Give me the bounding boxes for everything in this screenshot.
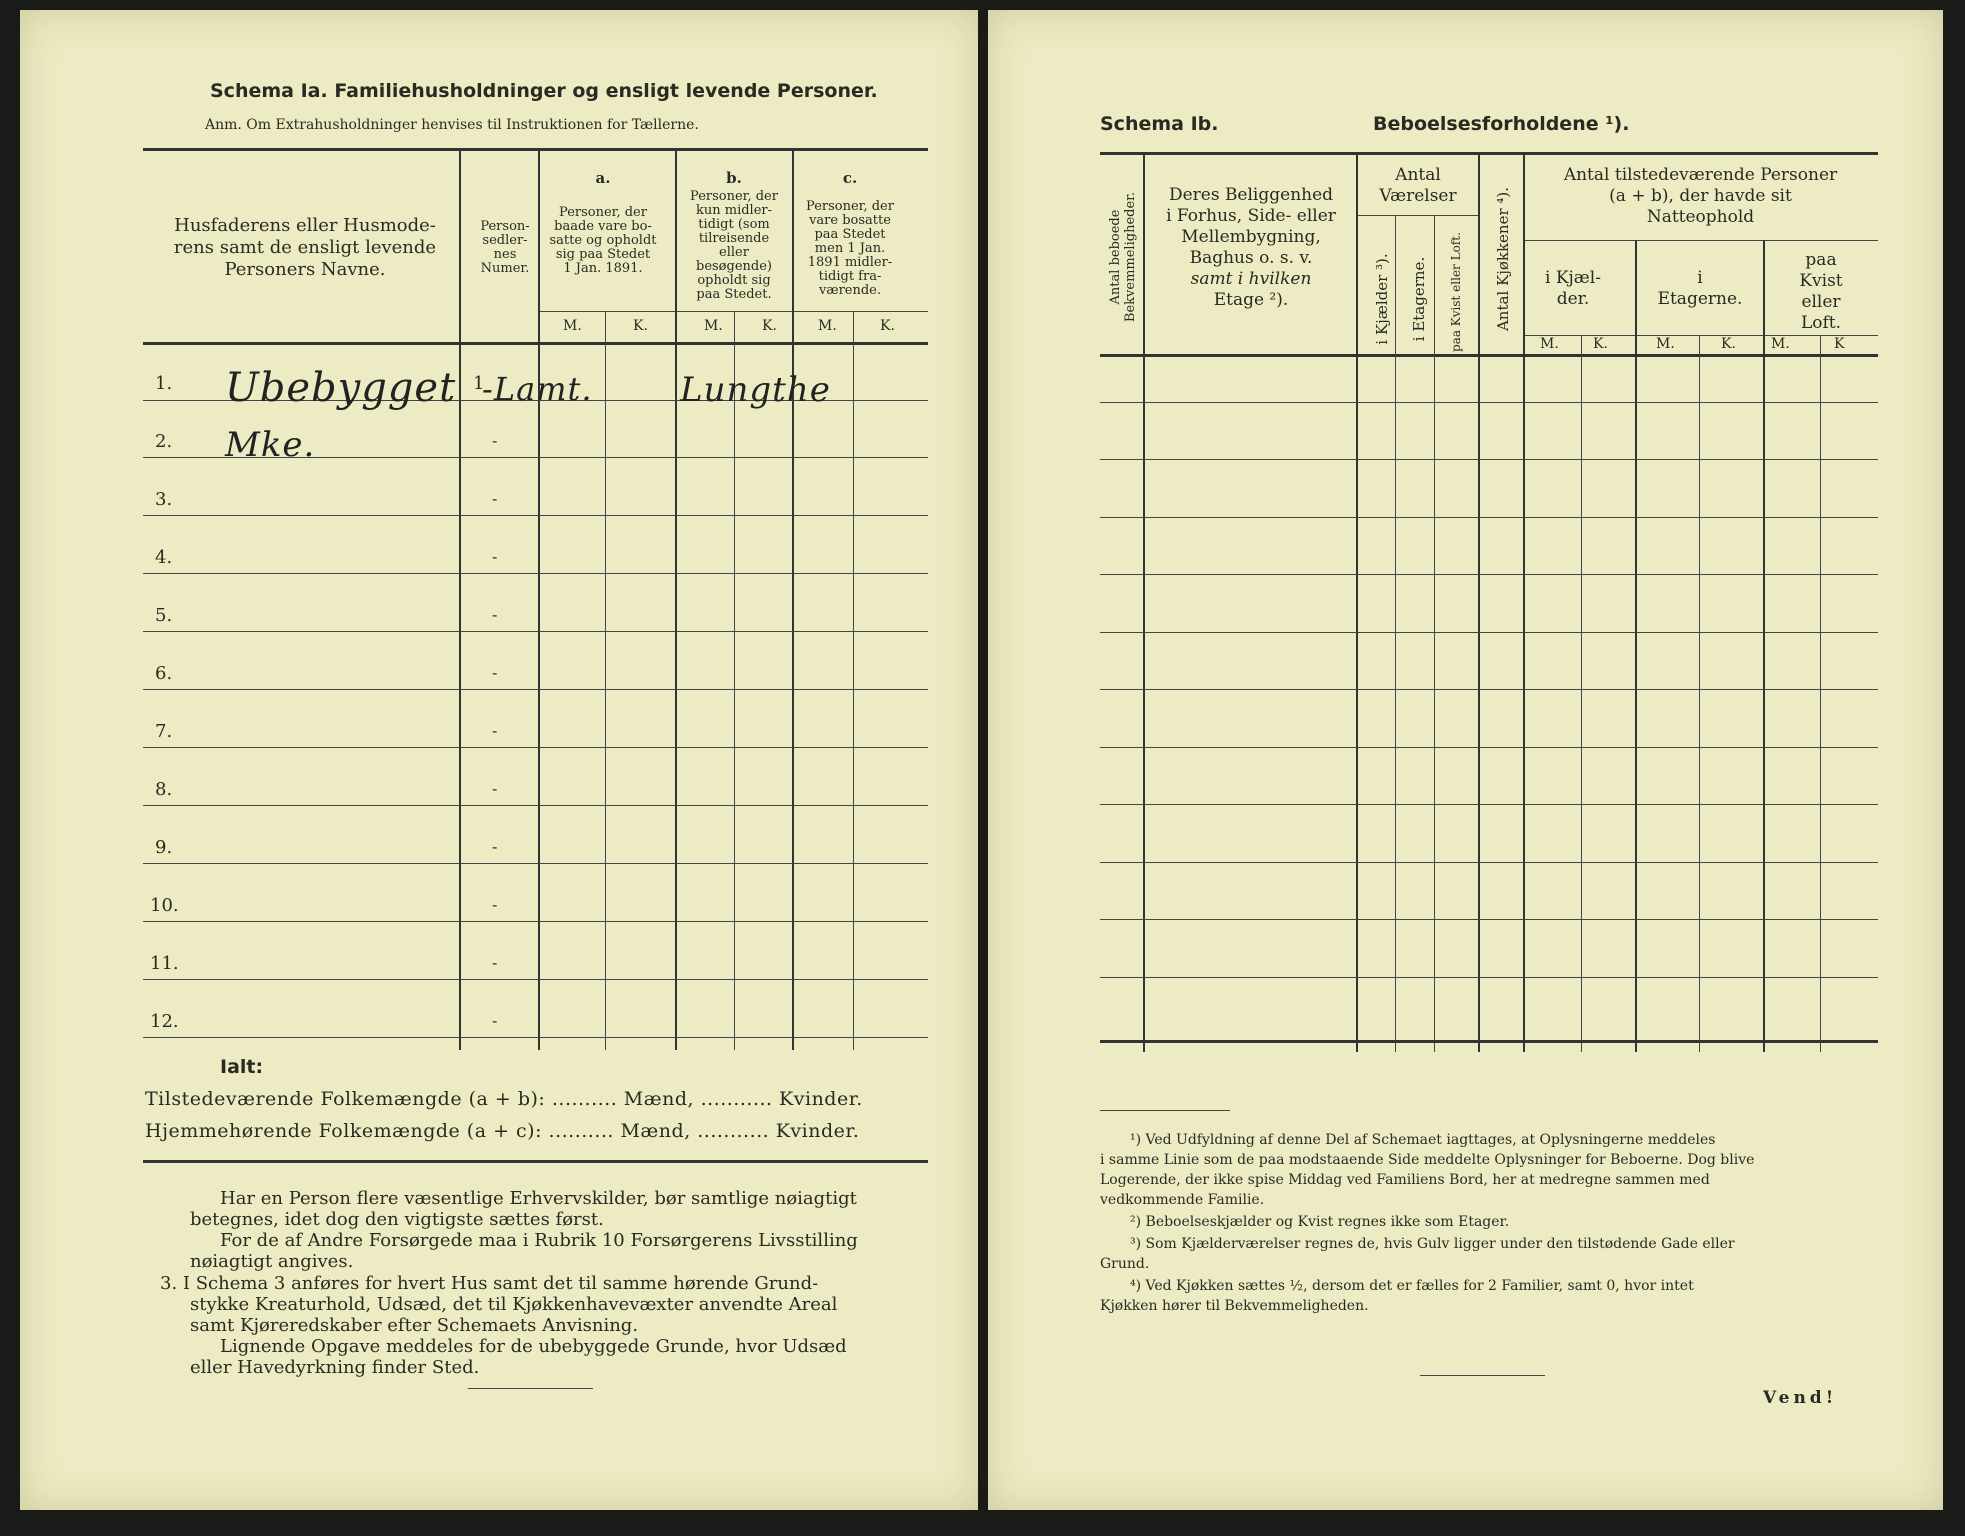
row-number: 10. — [150, 895, 179, 916]
row-dash: - — [492, 953, 498, 972]
header-person-number: Person- sedler- nes Numer. — [480, 219, 530, 276]
vline-6 — [1523, 152, 1525, 1052]
table-bottom-rule — [1100, 1040, 1878, 1043]
row-number: 5. — [155, 605, 173, 626]
header-col-c: Personer, der vare bosatte paa Stedet men 1 Jan. 1891 midler- tidigt fra- værende. — [806, 199, 894, 298]
footnote-4b: Kjøkken hører til Bekvemmeligheden. — [1100, 1298, 1369, 1314]
vline-1 — [1143, 152, 1145, 1052]
end-rule — [468, 1388, 593, 1389]
row-dash: - — [492, 547, 498, 566]
vline-4 — [1434, 215, 1435, 1052]
row-rule — [143, 863, 928, 864]
row-rule — [1100, 689, 1878, 690]
mk-et-k: K. — [1721, 336, 1736, 352]
row-number: 7. — [155, 721, 173, 742]
header-etagerne: i Etagerne. — [1410, 256, 1428, 342]
mk-kv-m: M. — [1771, 336, 1790, 352]
mk-b-k: K. — [762, 318, 777, 334]
row-rule — [1100, 402, 1878, 403]
instruction-2: betegnes, idet dog den vigtigste sættes først. — [190, 1209, 604, 1230]
header-vaerelser: Antal Værelser — [1379, 165, 1457, 206]
header-names: Husfaderens eller Husmode- rens samt de ensligt levende Personers Navne. — [173, 215, 437, 280]
left-page — [20, 10, 978, 1510]
row-dash: - — [492, 1011, 498, 1030]
header-bottom-rule — [1100, 354, 1878, 357]
row-rule — [1100, 919, 1878, 920]
ialt-label: Ialt: — [220, 1056, 264, 1078]
pers-sub-rule — [1523, 240, 1878, 241]
footnote-4a: ⁴) Ved Kjøkken sættes ½, dersom det er fælles for 2 Familier, samt 0, hvor intet — [1130, 1278, 1694, 1294]
vend-label: Vend! — [1763, 1388, 1838, 1408]
header-a-letter: a. — [595, 169, 611, 187]
instruction-9: eller Havedyrkning finder Sted. — [190, 1357, 480, 1378]
header-kvist: paa Kvist eller Loft. — [1449, 232, 1463, 352]
row-rule — [1100, 517, 1878, 518]
header-beliggenhed: Deres Beliggenhed i Forhus, Side- eller Mellembygning, Baghus o. s. v. samt i hvilken Etage ²). — [1166, 185, 1336, 310]
mk-kj-m: M. — [1540, 336, 1559, 352]
handwritten-number: -Lamt. — [482, 370, 593, 408]
header-i-kjaelder: i Kjæl- der. — [1545, 268, 1601, 309]
row-dash: - — [492, 431, 498, 450]
vline-8 — [1635, 240, 1637, 1052]
row-rule — [1100, 977, 1878, 978]
row-number: 8. — [155, 779, 173, 800]
vline-2 — [538, 150, 540, 1050]
row-number: 6. — [155, 663, 173, 684]
header-i-etagerne: i Etagerne. — [1657, 268, 1743, 309]
row-dash: - — [492, 779, 498, 798]
row-rule — [1100, 632, 1878, 633]
footnote-1d: vedkommende Familie. — [1100, 1192, 1265, 1208]
row-rule — [1100, 862, 1878, 863]
mk-a-k: K. — [633, 318, 648, 334]
footnote-rule — [1100, 1110, 1230, 1111]
vaer-sub-rule — [1358, 215, 1478, 216]
row-rule — [143, 631, 928, 632]
sum-hjemme: Hjemmehørende Folkemængde (a + c): .......... Mænd, ........... Kvinder. — [145, 1120, 860, 1142]
header-kjaelder: i Kjælder ³). — [1373, 253, 1391, 345]
schema-ia-title: Schema Ia. Familiehusholdninger og ensligt levende Personer. — [210, 80, 878, 102]
instruction-5: 3. I Schema 3 anføres for hvert Hus samt det til samme hørende Grund- — [160, 1273, 819, 1294]
mk-kv-k: K — [1834, 336, 1845, 352]
row-rule — [143, 805, 928, 806]
row-rule — [1100, 459, 1878, 460]
table-top-rule — [143, 148, 928, 151]
instruction-8: Lignende Opgave meddeles for de ubebyggede Grunde, hvor Udsæd — [220, 1336, 847, 1357]
vline-7 — [853, 311, 854, 1050]
mk-c-k: K. — [880, 318, 895, 334]
vline-3 — [1395, 215, 1396, 1052]
row-rule — [143, 689, 928, 690]
footnote-3a: ³) Som Kjælderværelser regnes de, hvis Gulv ligger under den tilstødende Gade eller — [1130, 1236, 1735, 1252]
header-personer: Antal tilstedeværende Personer (a + b), der havde sit Natteophold — [1563, 165, 1838, 227]
row-number: 2. — [155, 431, 173, 452]
row-dash: - — [492, 895, 498, 914]
vline-7 — [1581, 335, 1582, 1052]
footnote-1a: ¹) Ved Udfyldning af denne Del af Schemaet iagttages, at Oplysningerne meddeles — [1130, 1132, 1716, 1148]
header-col-a: Personer, der baade vare bo- satte og opholdt sig paa Stedet 1 Jan. 1891. — [549, 205, 657, 276]
vline-5 — [1478, 152, 1480, 1052]
vline-5 — [734, 311, 735, 1050]
row1-person-number: 1 — [473, 373, 485, 394]
header-col-b: Personer, der kun midler- tidigt (som tilreisende eller besøgende) opholdt sig paa Stedet. — [690, 189, 778, 302]
mk-kj-k: K. — [1593, 336, 1608, 352]
mk-a-m: M. — [563, 318, 582, 334]
row-rule — [143, 573, 928, 574]
instruction-1: Har en Person flere væsentlige Erhvervskilder, bør samtlige nøiagtigt — [220, 1188, 857, 1209]
footnote-3b: Grund. — [1100, 1256, 1150, 1272]
row-number: 9. — [155, 837, 173, 858]
totals-rule — [143, 1160, 928, 1163]
header-bottom-rule — [143, 342, 928, 345]
row-rule — [1100, 574, 1878, 575]
handwritten-name-2: Mke. — [225, 425, 316, 465]
header-kjokkener: Antal Kjøkkener ⁴). — [1494, 186, 1512, 332]
vline-6 — [792, 150, 794, 1050]
footnote-1c: Logerende, der ikke spise Middag ved Familiens Bord, her at medregne sammen med — [1100, 1172, 1710, 1188]
footnote-1b: i samme Linie som de paa modstaaende Side meddelte Oplysninger for Beboerne. Dog blive — [1100, 1152, 1755, 1168]
row-number: 12. — [150, 1011, 179, 1032]
table-top-rule — [1100, 152, 1878, 155]
vline-1 — [459, 150, 461, 1050]
instruction-4: nøiagtigt angives. — [190, 1251, 354, 1272]
instruction-3: For de af Andre Forsørgede maa i Rubrik 10 Forsørgerens Livsstilling — [220, 1230, 858, 1251]
instruction-6: stykke Kreaturhold, Udsæd, det til Kjøkkenhavevæxter anvendte Areal — [190, 1294, 838, 1315]
vline-4 — [675, 150, 677, 1050]
mk-c-m: M. — [818, 318, 837, 334]
row-dash: - — [492, 605, 498, 624]
handwritten-col-b: Lungthe — [680, 370, 831, 410]
row-rule — [143, 921, 928, 922]
mk-top-rule — [538, 311, 928, 312]
end-rule — [1420, 1375, 1545, 1376]
row-rule — [1100, 747, 1878, 748]
header-antal-bekv: Antal beboede Bekvemmeligheder. — [1108, 191, 1138, 323]
row-dash: - — [492, 663, 498, 682]
row-number: 3. — [155, 489, 173, 510]
row-dash: - — [492, 721, 498, 740]
row-number: 11. — [150, 953, 179, 974]
schema-ib-subtitle: Beboelsesforholdene ¹). — [1373, 113, 1630, 135]
row-rule — [143, 979, 928, 980]
row-number: 4. — [155, 547, 173, 568]
row-rule — [143, 747, 928, 748]
row-dash: - — [492, 489, 498, 508]
right-page — [988, 10, 1943, 1510]
vline-11 — [1820, 335, 1821, 1052]
mk-top-rule — [1523, 335, 1878, 336]
vline-2 — [1356, 152, 1358, 1052]
row-dash: - — [492, 837, 498, 856]
row-rule — [1100, 804, 1878, 805]
header-b-letter: b. — [726, 169, 742, 187]
vline-10 — [1763, 240, 1765, 1052]
note: Anm. Om Extrahusholdninger henvises til Instruktionen for Tællerne. — [205, 117, 699, 133]
instruction-7: samt Kjøreredskaber efter Schemaets Anvisning. — [190, 1315, 639, 1336]
mk-b-m: M. — [704, 318, 723, 334]
row-rule — [143, 515, 928, 516]
header-c-letter: c. — [842, 169, 858, 187]
handwritten-name-1: Ubebygget — [225, 365, 457, 411]
schema-ib-title: Schema Ib. — [1100, 113, 1219, 135]
vline-3 — [605, 311, 606, 1050]
footnote-2: ²) Beboelseskjælder og Kvist regnes ikke som Etager. — [1130, 1214, 1510, 1230]
header-paa-kvist: paa Kvist eller Loft. — [1799, 250, 1843, 333]
row-rule — [143, 1037, 928, 1038]
mk-et-m: M. — [1656, 336, 1675, 352]
sum-tilstede: Tilstedeværende Folkemængde (a + b): .......... Mænd, ........... Kvinder. — [145, 1088, 863, 1110]
row-number: 1. — [155, 373, 173, 394]
vline-9 — [1699, 335, 1700, 1052]
